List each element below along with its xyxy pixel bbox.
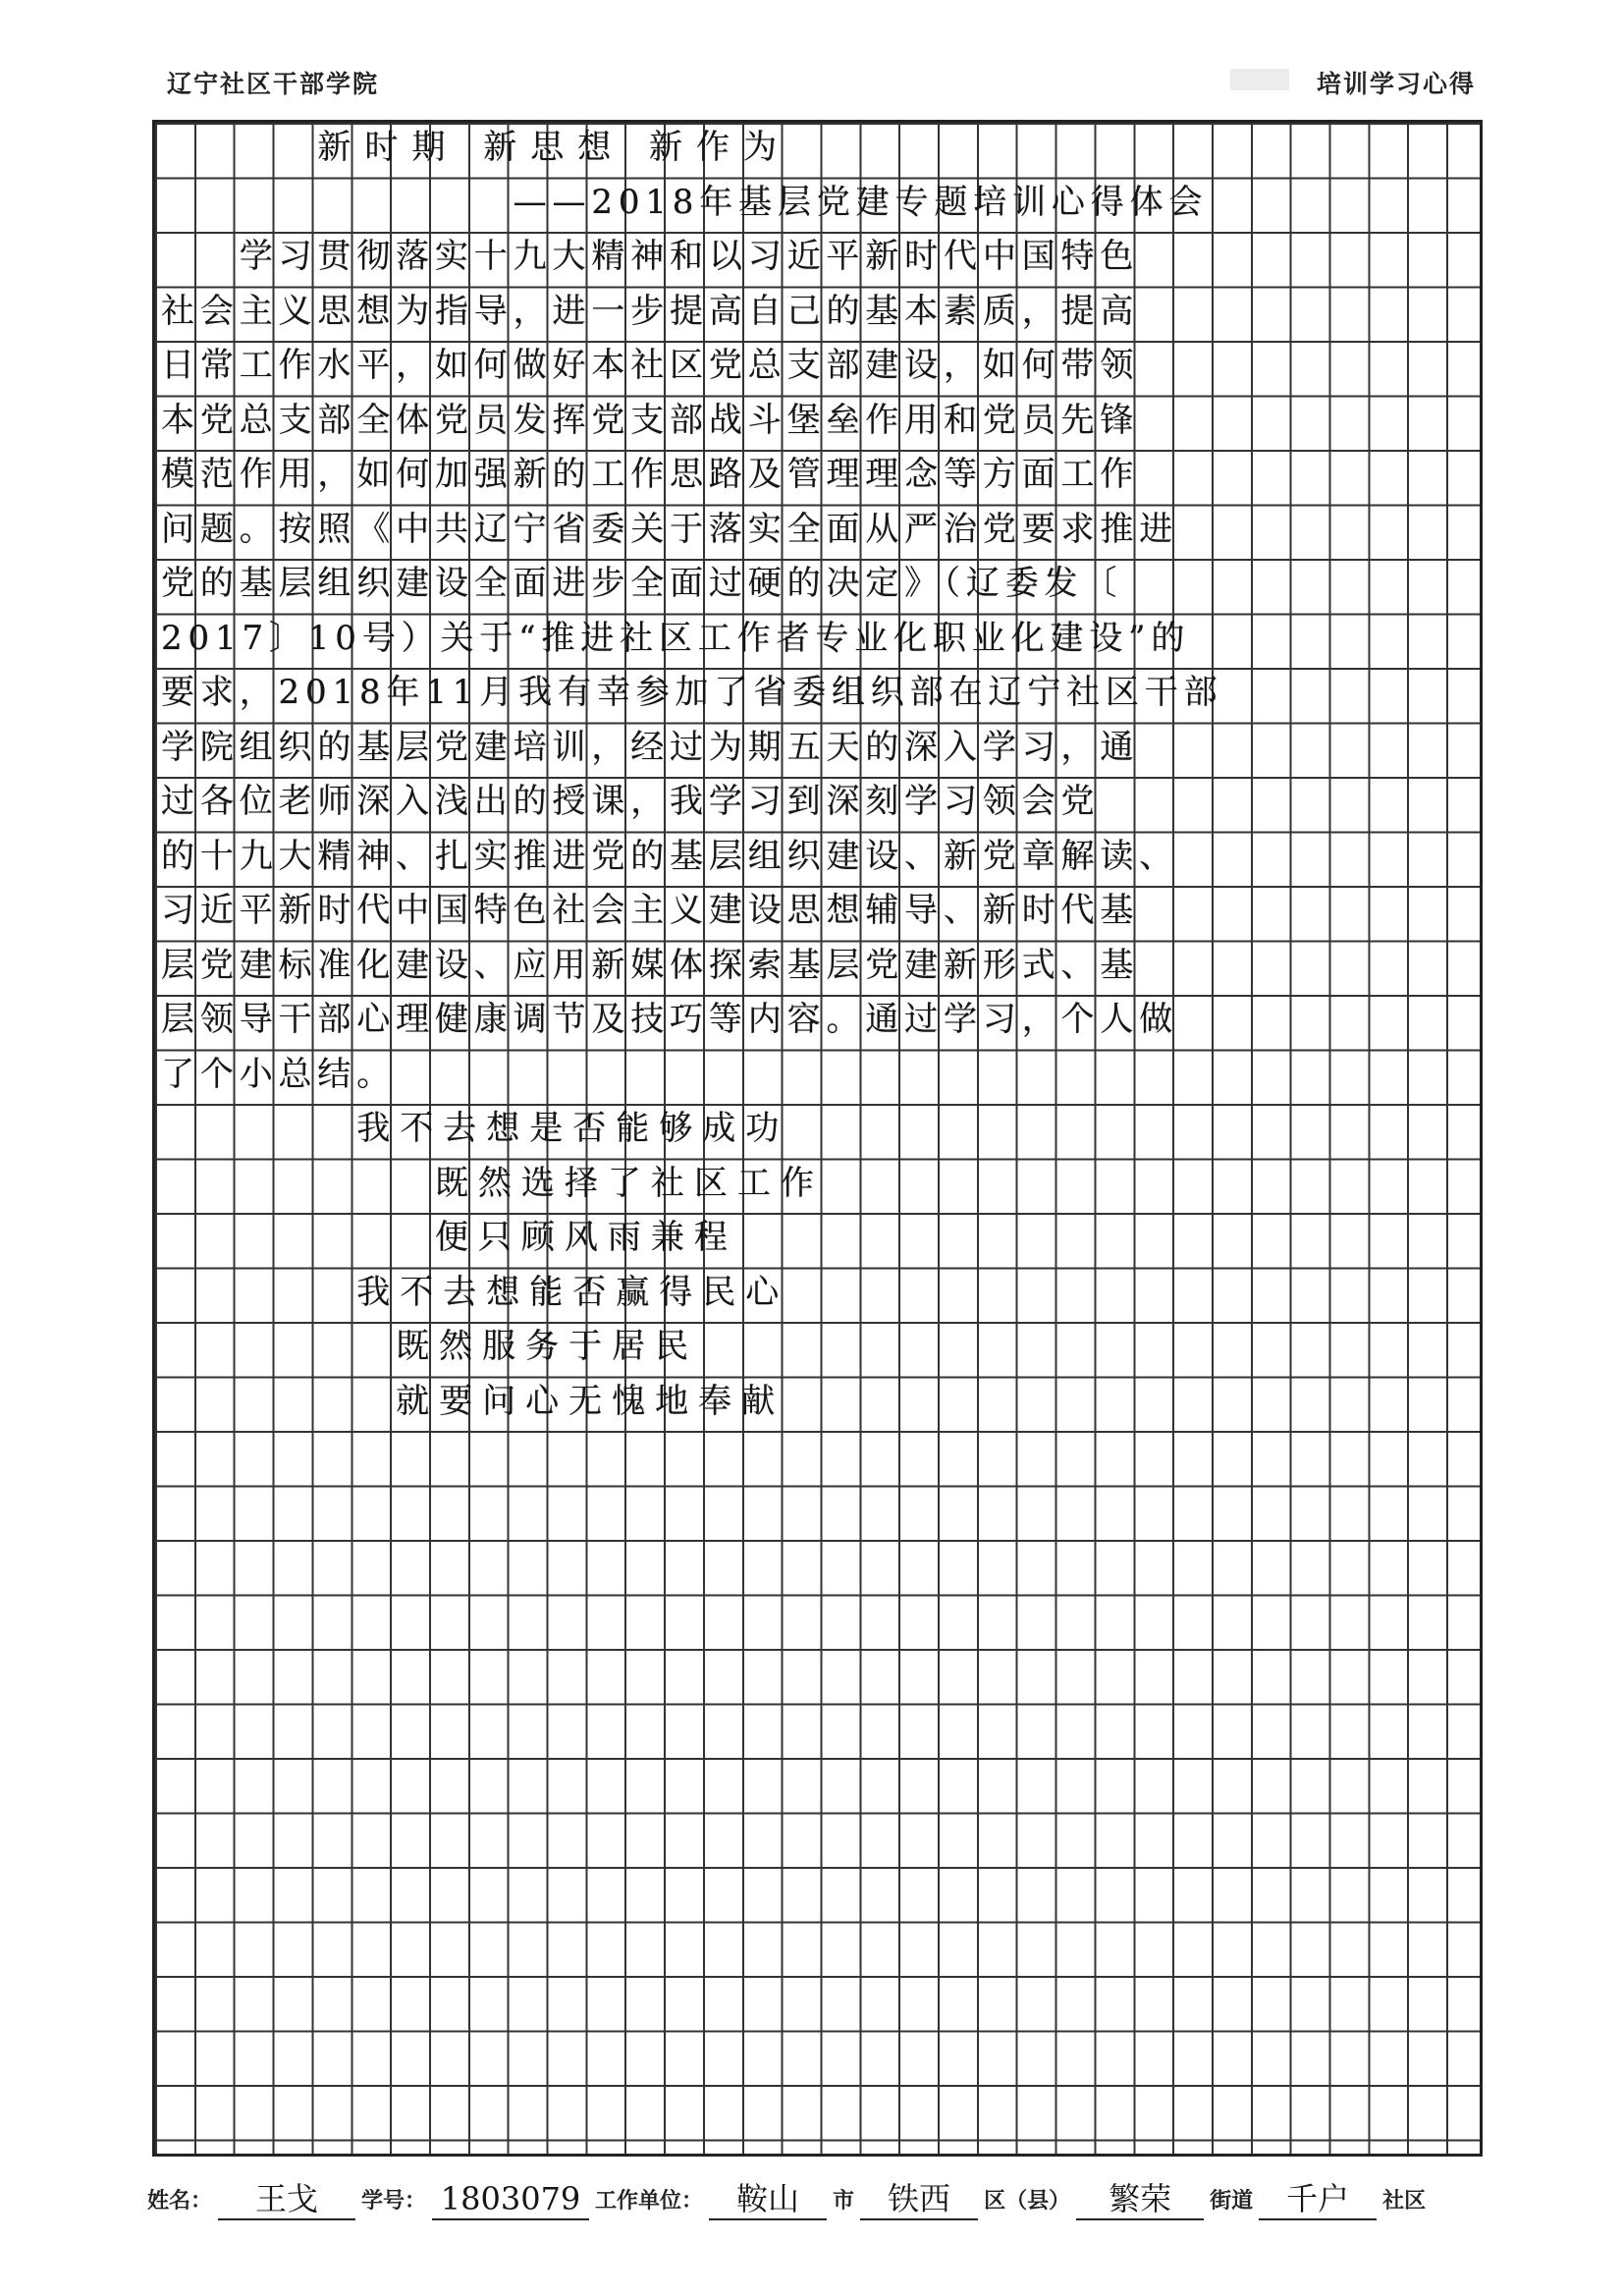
text-line: 新时期 新思想 新作为 [317, 128, 791, 167]
text-line: 了个小总结。 [161, 1054, 397, 1094]
text-line [155, 1647, 161, 1702]
text-line [155, 1702, 161, 1757]
text-line: 的十九大精神、扎实推进党的基层组织建设、新党章解读、 [161, 836, 1179, 876]
text-line: 党的基层组织建设全面进步全面过硬的决定》（辽委发〔 [161, 564, 1123, 603]
text-line: ——2018年基层党建专题培训心得体会 [513, 182, 1209, 222]
district-label: 区（县） [984, 2189, 1071, 2214]
header-institution: 辽宁社区干部学院 [167, 70, 380, 98]
student-id-value: 1803079 [432, 2179, 589, 2220]
city-value: 鞍山 [709, 2179, 827, 2220]
name-label: 姓名： [147, 2189, 213, 2214]
text-line [155, 1974, 161, 2029]
text-line: 模范作用，如何加强新的工作思路及管理理念等方面工作 [161, 455, 1140, 494]
text-line [155, 1429, 161, 1484]
text-line [155, 2083, 161, 2138]
student-id-label: 学号： [361, 2189, 427, 2214]
grid-paper [152, 120, 1483, 2157]
text-line [155, 1756, 161, 1811]
text-line: 就要问心无愧地奉献 [396, 1381, 785, 1421]
text-line [155, 1538, 161, 1593]
text-line: 学习贯彻落实十九大精神和以习近平新时代中国特色 [239, 237, 1140, 276]
text-line: 层领导干部心理健康调节及技巧等内容。通过学习，个人做 [161, 1000, 1179, 1039]
street-label: 街道 [1210, 2189, 1254, 2214]
text-line: 日常工作水平，如何做好本社区党总支部建设，如何带领 [161, 346, 1140, 385]
text-line: 问题。按照《中共辽宁省委关于落实全面从严治党要求推进 [161, 509, 1179, 549]
text-line: 我不去想是否能够成功 [356, 1109, 789, 1148]
text-line [155, 1593, 161, 1648]
text-line: 学院组织的基层党建培训，经过为期五天的深入学习，通 [161, 727, 1140, 767]
text-line [155, 1920, 161, 1975]
work-unit-label: 工作单位： [595, 2189, 704, 2214]
street-value: 繁荣 [1076, 2179, 1204, 2220]
text-line: 既然服务于居民 [396, 1327, 699, 1366]
text-line: 社会主义思想为指导，进一步提高自己的基本素质，提高 [161, 291, 1140, 331]
text-line: 过各位老师深入浅出的授课，我学习到深刻学习领会党 [161, 782, 1101, 821]
name-value: 王戈 [218, 2179, 355, 2220]
text-line: 我不去想能否赢得民心 [356, 1272, 789, 1312]
text-line: 2017〕10号）关于“推进社区工作者专业化职业化建设”的 [161, 618, 1191, 658]
text-line: 便只顾风雨兼程 [434, 1218, 737, 1257]
header-faint-mark [1230, 69, 1289, 90]
text-line: 本党总支部全体党员发挥党支部战斗堡垒作用和党员先锋 [161, 400, 1140, 440]
text-line [155, 1811, 161, 1866]
header-form-title: 培训学习心得 [1316, 70, 1476, 98]
city-label: 市 [833, 2189, 855, 2214]
text-line: 习近平新时代中国特色社会主义建设思想辅导、新时代基 [161, 891, 1140, 930]
text-line: 要求，2018年11月我有幸参加了省委组织部在辽宁社区干部 [161, 673, 1223, 712]
footer-info-bar [147, 2173, 1502, 2220]
district-value: 铁西 [860, 2179, 978, 2220]
community-value: 千户 [1259, 2179, 1377, 2220]
text-line: 既然选择了社区工作 [434, 1163, 824, 1203]
text-line [155, 1484, 161, 1539]
community-label: 社区 [1382, 2189, 1427, 2214]
text-line [155, 1865, 161, 1920]
text-line: 层党建标准化建设、应用新媒体探索基层党建新形式、基 [161, 945, 1140, 985]
text-line [155, 2029, 161, 2084]
